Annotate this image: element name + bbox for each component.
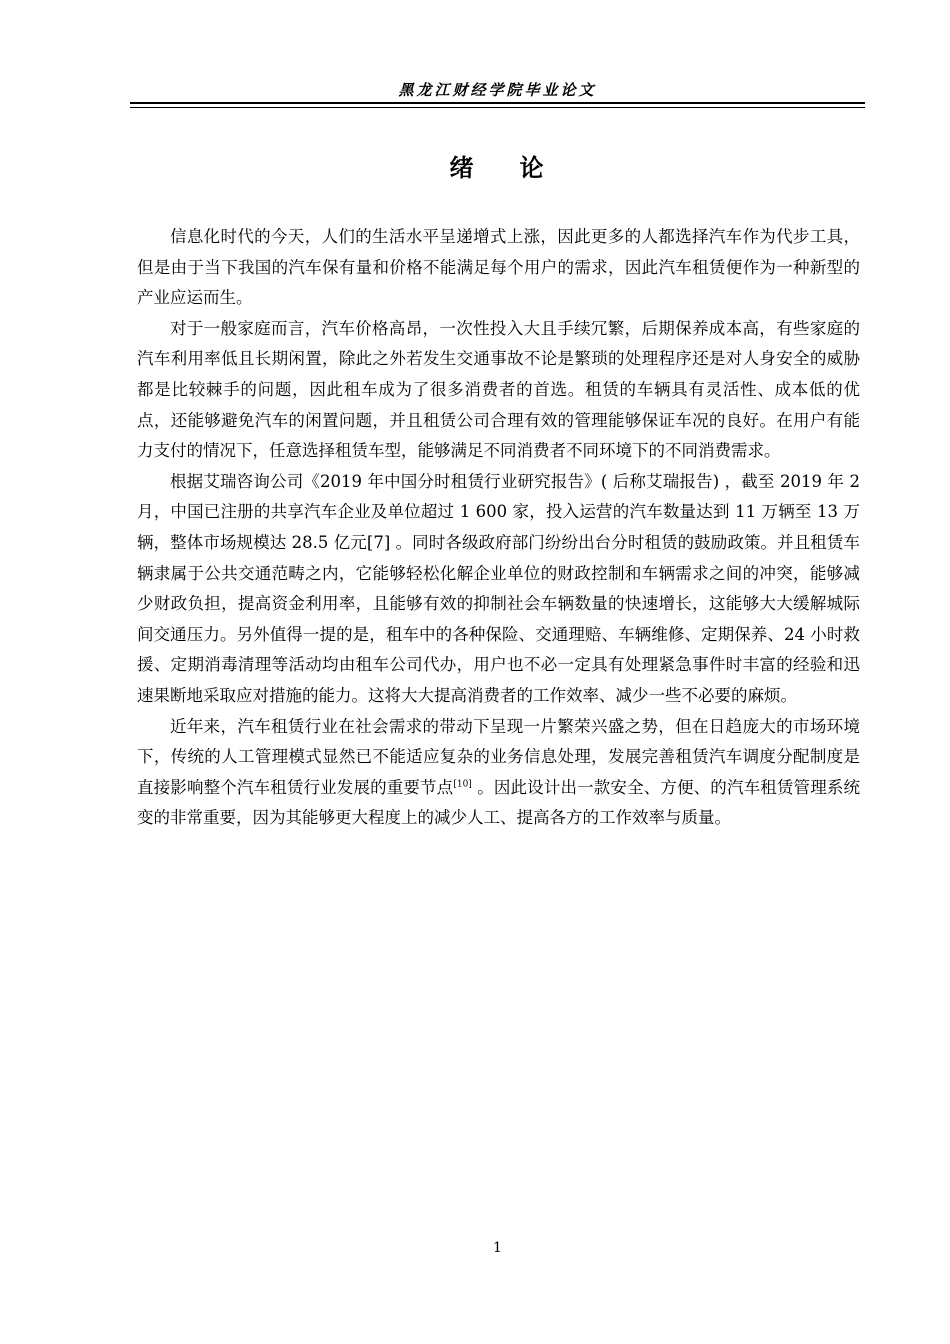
chapter-title-char-1: 绪 (449, 154, 476, 182)
paragraph-2: 对于一般家庭而言，汽车价格高昂，一次性投入大且手续冗繁，后期保养成本高，有些家庭的汽车利用率低且长期闲置，除此之外若发生交通事故不论是繁琐的处理程序还是对人身安全的威胁都是比较棘手的问题，因此租车成为了很多消费者的首选。租赁的车辆具有灵活性、成本低的优点，还能够避免汽车的闲置问题，并且租赁公司合理有效的管理能够保证车况的良好。在用户有能力支付的情况下，任意选择租赁车型，能够满足不同消费者不同环境下的不同消费需求。 (137, 318, 860, 461)
chapter-title (130, 150, 865, 186)
paragraph-4 (137, 712, 860, 834)
paragraph-4-text-before: 近年来，汽车租赁行业在社会需求的带动下呈现一片繁荣兴盛之势，但在日趋庞大的市场环境下，传统的人工管理模式显然已不能适应复杂的业务信息处理，发展完善租赁汽车调度分配制度是直接影响整个汽车租赁行业发展的重要节点 (137, 716, 860, 797)
citation-superscript: [10] (453, 779, 472, 790)
body-text (137, 222, 860, 834)
paragraph-4-text-after: 。因此设计出一款安全、方便、的汽车租赁管理系统变的非常重要，因为其能够更大程度上的减少人工、提高各方的工作效率与质量。 (137, 777, 861, 828)
paragraph-1: 信息化时代的今天，人们的生活水平呈递增式上涨，因此更多的人都选择汽车作为代步工具，但是由于当下我国的汽车保有量和价格不能满足每个用户的需求，因此汽车租赁便作为一种新型的产业应运而生。 (137, 227, 860, 308)
page-number: 1 (493, 1240, 502, 1256)
chapter-title-char-2: 论 (519, 154, 546, 182)
header-rule-thick (130, 102, 865, 104)
paragraph-3: 根据艾瑞咨询公司《2019 年中国分时租赁行业研究报告》( 后称艾瑞报告) ，截至 2019 年 2 月，中国已注册的共享汽车企业及单位超过 1 600 家，投入运营的汽车数量达到 11 万辆至 13 万辆，整体市场规模达 28.5 亿元[7] 。同时各级政府部门纷纷出台分时租赁的鼓励政策。并且租赁车辆隶属于公共交通范畴之内，它能够轻松化解企业单位的财政控制和车辆需求之间的冲突，能够减少财政负担，提高资金利用率，且能够有效的抑制社会车辆数量的快速增长，这能够大大缓解城际间交通压力。另外值得一提的是，租车中的各种保险、交通理赔、车辆维修、定期保养、24 小时救援、定期消毒清理等活动均由租车公司代办，用户也不必一定具有处理紧急事件时丰富的经验和迅速果断地采取应对措施的能力。这将大大提高消费者的工作效率、减少一些不必要的麻烦。 (137, 471, 860, 705)
header-rule-thin (130, 107, 865, 108)
running-header: 黑龙江财经学院毕业论文 (398, 81, 597, 99)
